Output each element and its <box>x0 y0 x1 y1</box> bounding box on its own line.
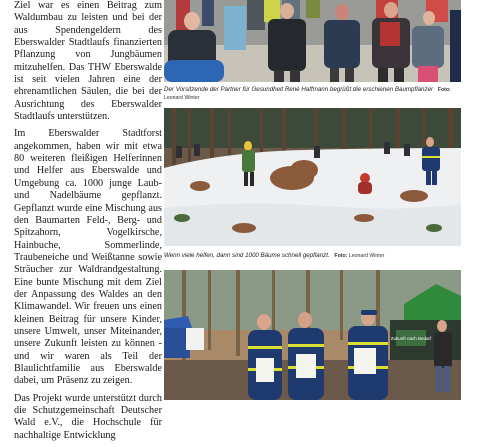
article-paragraph: Ziel war es einen Beitrag zum Waldumbau zu leisten und bei der aus Spendengeldern des Eberswalder Stadtlaufs finanzierten Pflanzung von Jungbäumen mitzuhelfen. Das THW Eberswalde ist seit vielen Jahren eine der ehrenamtlichen Säulen, die bei der Ausrichtung des Eberswalder Stadtlaufs unterstützen. <box>14 0 162 123</box>
article-paragraph: Das Projekt wurde unterstützt durch die Schutzgemeinschaft Deutscher Wald e.V., die Hochschule für nachhaltige Entwicklung <box>14 392 162 441</box>
credit-name: Leonard Winter <box>164 95 200 101</box>
caption-text: Wenn viele helfen, dann sind 1000 Bäume schnell gepflanzt. <box>164 252 330 259</box>
photo-credit <box>334 253 384 259</box>
article-text-column <box>14 0 162 447</box>
credit-label: Foto: <box>334 253 348 259</box>
photo-snow-forest <box>164 108 461 246</box>
credit-label: Foto: <box>437 87 451 93</box>
photo-caption <box>164 252 461 260</box>
article-paragraph: Im Eberswalder Stadtforst angekommen, haben wir mit etwa 80 weiteren fleißigen Helferinnen und Helfer aus Eberswalde und Umgebung ca. 1000 junge Laub- und Nadelbäume gepflanzt. Gepflanzt wurde eine Mischung aus den Baumarten Feld-, Berg- und Spitzahorn, Vogelkirsche, Hainbuche, Sommerlinde, Traubeneiche und Weißtanne sowie Sträucher zur Waldrandgestaltung. Eine bunte Mischung mit dem Ziel der Anpassung des Waldes an den Klimawandel. Wir freuen uns einen kleinen Beitrag für unsere Kinder, unsere Umwelt, unser Miteinander, unsere Zukunft leisten zu können - und wir waren als Teil der Blaulichtfamilie aus Eberswalde dabei, um Präsenz zu zeigen. <box>14 128 162 387</box>
photo-crowd <box>164 0 461 82</box>
photo-caption <box>164 86 461 102</box>
photo-thw-volunteers <box>164 270 461 400</box>
credit-name: Leonard Winter <box>348 253 385 259</box>
tent-sign: Zukunft nach Bedarf <box>390 336 432 341</box>
caption-text: Der Vorsitzende der Partner für Gesundheit René Haffmann begrüßt die erschienen Baumpflanzer <box>164 86 434 93</box>
